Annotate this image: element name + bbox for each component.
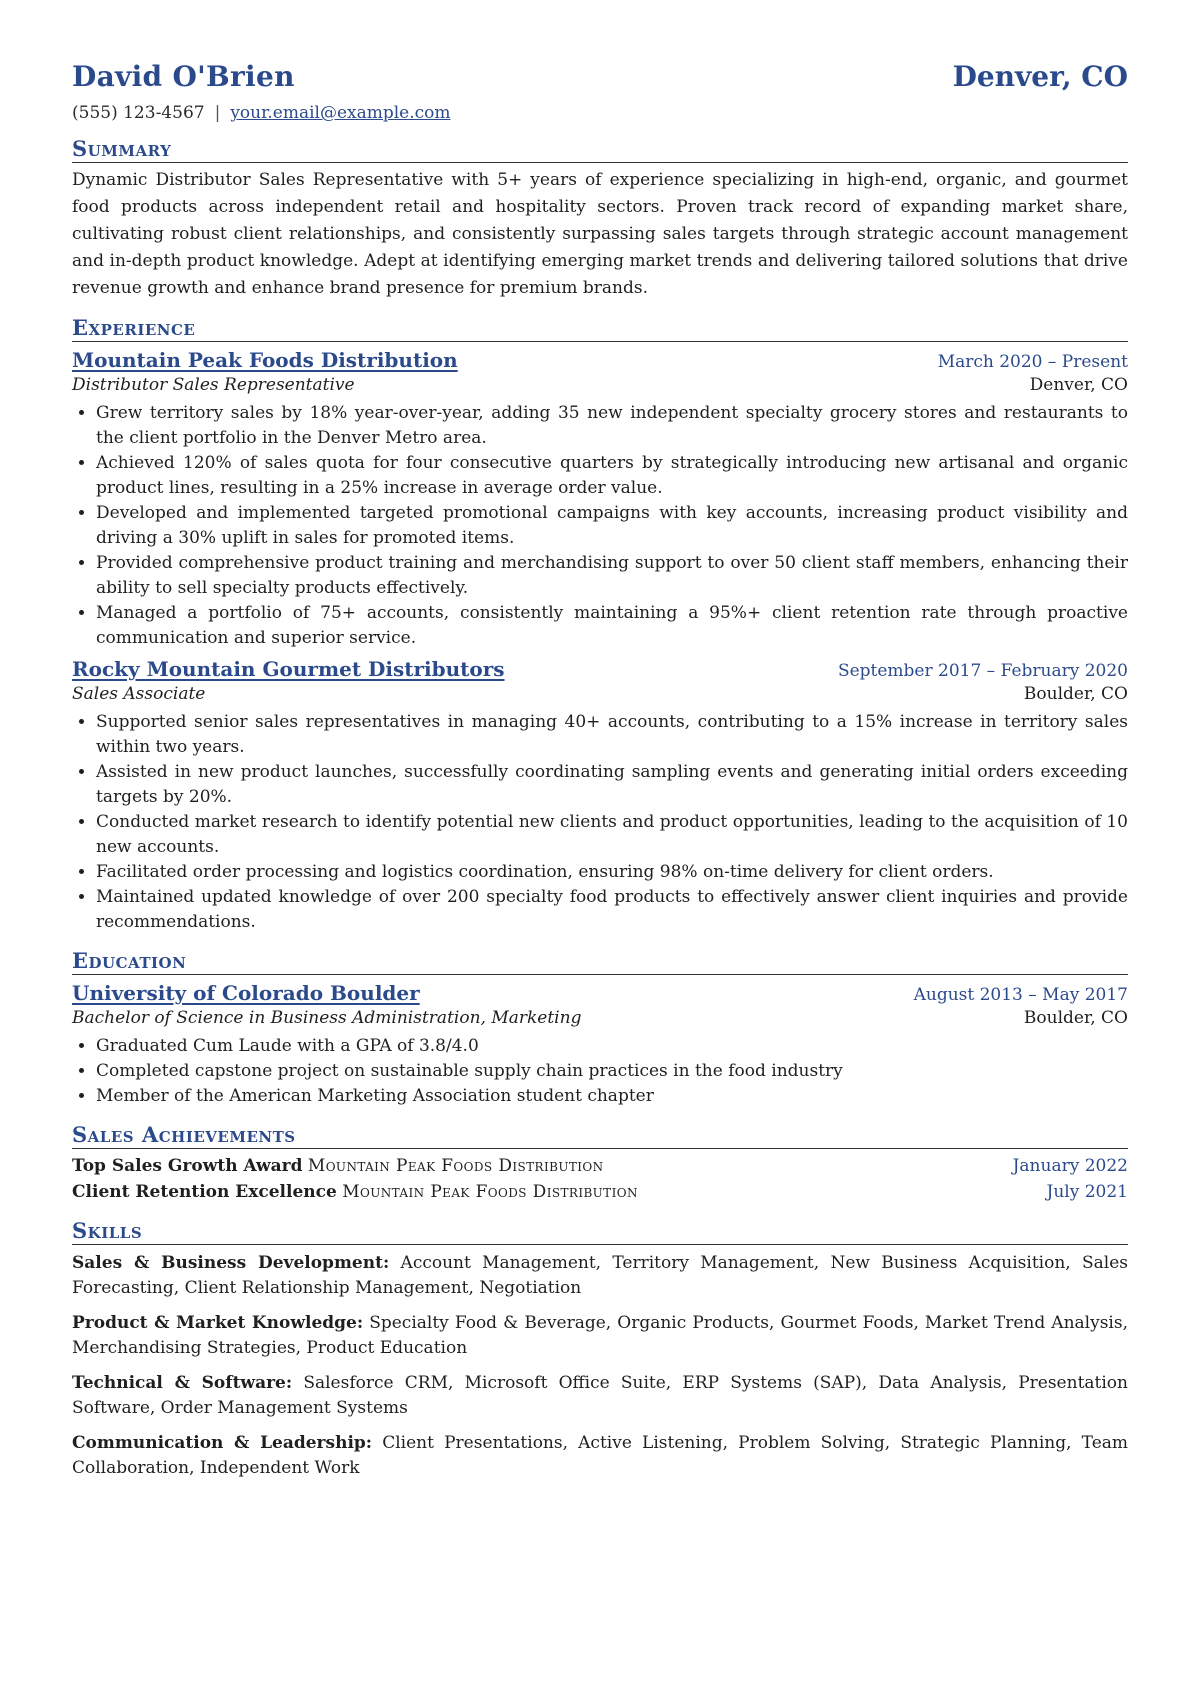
award-date: July 2021 xyxy=(1046,1182,1128,1202)
section-title-experience: Experience xyxy=(72,316,1128,342)
achievement-row xyxy=(72,1179,1128,1205)
skill-group-label: Product & Market Knowledge: xyxy=(72,1313,364,1333)
award-title: Client Retention Excellence xyxy=(72,1182,337,1202)
list-item: • Assisted in new product launches, successfully coordinating sampling events and generating initial orders exceeding targets by 20%. xyxy=(96,760,1128,810)
achievement-list xyxy=(72,710,1128,935)
list-item: • Facilitated order processing and logistics coordination, ensuring 98% on-time delivery for client orders. xyxy=(96,860,1128,885)
section-title-education: Education xyxy=(72,949,1128,975)
candidate-name: David O'Brien xyxy=(72,60,295,93)
phone-number: (555) 123-4567 xyxy=(72,103,205,123)
achievements-list xyxy=(72,1153,1128,1205)
job-location: Denver, CO xyxy=(1029,375,1128,395)
skills-list xyxy=(72,1251,1128,1481)
education-list xyxy=(72,1034,1128,1109)
resume-header xyxy=(72,60,1128,93)
skill-group xyxy=(72,1431,1128,1481)
skill-group-label: Communication & Leadership: xyxy=(72,1433,373,1453)
contact-line xyxy=(72,103,1128,123)
skill-group-label: Technical & Software: xyxy=(72,1373,293,1393)
summary-text: Dynamic Distributor Sales Representative with 5+ years of experience specializing in high-end, organic, and gourmet food products across independent retail and hospitality sectors. Proven track record of expanding market share, cultivating robust client relationships, and consistently surpassing sales targets through strategic account management and in-depth product knowledge. Adept at identifying emerging market trends and delivering tailored solutions that drive revenue growth and enhance brand presence for premium brands. xyxy=(72,170,1128,298)
job-title: Sales Associate xyxy=(72,684,206,704)
skill-group-items: Client Presentations, Active Listening, Problem Solving, Strategic Planning, Team Collaboration, Independent Work xyxy=(72,1433,1129,1478)
email-link[interactable]: your.email@example.com xyxy=(230,103,451,123)
award-date: January 2022 xyxy=(1012,1156,1128,1176)
education-dates: August 2013 – May 2017 xyxy=(913,985,1128,1005)
list-item: • Grew territory sales by 18% year-over-year, adding 35 new independent specialty grocery stores and restaurants to the client portfolio in the Denver Metro area. xyxy=(96,401,1128,451)
experience-entry xyxy=(72,657,1128,935)
job-title: Distributor Sales Representative xyxy=(72,375,355,395)
employment-dates: September 2017 – February 2020 xyxy=(837,661,1128,681)
school-link[interactable]: University of Colorado Boulder xyxy=(72,981,420,1005)
list-item: • Supported senior sales representatives in managing 40+ accounts, contributing to a 15% increase in territory sales within two years. xyxy=(96,710,1128,760)
award-title: Top Sales Growth Award xyxy=(72,1156,303,1176)
award-organization: Mountain Peak Foods Distribution xyxy=(307,1156,604,1176)
degree-title: Bachelor of Science in Business Administration, Marketing xyxy=(72,1008,582,1028)
employer-link[interactable]: Mountain Peak Foods Distribution xyxy=(72,348,458,372)
skill-group-label: Sales & Business Development: xyxy=(72,1253,390,1273)
skill-group-items: Specialty Food & Beverage, Organic Products, Gourmet Foods, Market Trend Analysis, Merchandising Strategies, Product Education xyxy=(72,1313,1128,1358)
list-item: • Achieved 120% of sales quota for four consecutive quarters by strategically introducing new artisanal and organic product lines, resulting in a 25% increase in average order value. xyxy=(96,451,1128,501)
section-title-skills: Skills xyxy=(72,1219,1128,1245)
job-location: Boulder, CO xyxy=(1023,684,1128,704)
list-item: • Maintained updated knowledge of over 200 specialty food products to effectively answer client inquiries and provide recommendations. xyxy=(96,885,1128,935)
employer-link[interactable]: Rocky Mountain Gourmet Distributors xyxy=(72,657,505,681)
list-item: • Graduated Cum Laude with a GPA of 3.8/4.0 xyxy=(96,1034,1128,1059)
skill-group xyxy=(72,1371,1128,1421)
candidate-location: Denver, CO xyxy=(952,60,1128,93)
section-title-achievements: Sales Achievements xyxy=(72,1123,1128,1149)
skill-group-items: Salesforce CRM, Microsoft Office Suite, ERP Systems (SAP), Data Analysis, Presentation Software, Order Management Systems xyxy=(72,1373,1128,1418)
list-item: • Member of the American Marketing Association student chapter xyxy=(96,1084,1128,1109)
achievement-list xyxy=(72,401,1128,651)
list-item: • Developed and implemented targeted promotional campaigns with key accounts, increasing product visibility and driving a 30% uplift in sales for promoted items. xyxy=(96,501,1128,551)
employment-dates: March 2020 – Present xyxy=(937,352,1128,372)
achievement-row xyxy=(72,1153,1128,1179)
list-item: • Provided comprehensive product training and merchandising support to over 50 client staff members, enhancing their ability to sell specialty products effectively. xyxy=(96,551,1128,601)
skill-group xyxy=(72,1311,1128,1361)
skill-group xyxy=(72,1251,1128,1301)
list-item: • Managed a portfolio of 75+ accounts, consistently maintaining a 95%+ client retention rate through proactive communication and superior service. xyxy=(96,601,1128,651)
award-organization: Mountain Peak Foods Distribution xyxy=(342,1182,638,1202)
skill-group-items: Account Management, Territory Management, New Business Acquisition, Sales Forecasting, Client Relationship Management, Negotiation xyxy=(72,1253,1128,1298)
education-entry xyxy=(72,981,1128,1109)
experience-entry xyxy=(72,348,1128,651)
section-title-summary: Summary xyxy=(72,137,1128,163)
school-location: Boulder, CO xyxy=(1023,1008,1128,1028)
list-item: • Completed capstone project on sustainable supply chain practices in the food industry xyxy=(96,1059,1128,1084)
contact-separator: | xyxy=(214,103,221,123)
list-item: • Conducted market research to identify potential new clients and product opportunities, leading to the acquisition of 10 new accounts. xyxy=(96,810,1128,860)
